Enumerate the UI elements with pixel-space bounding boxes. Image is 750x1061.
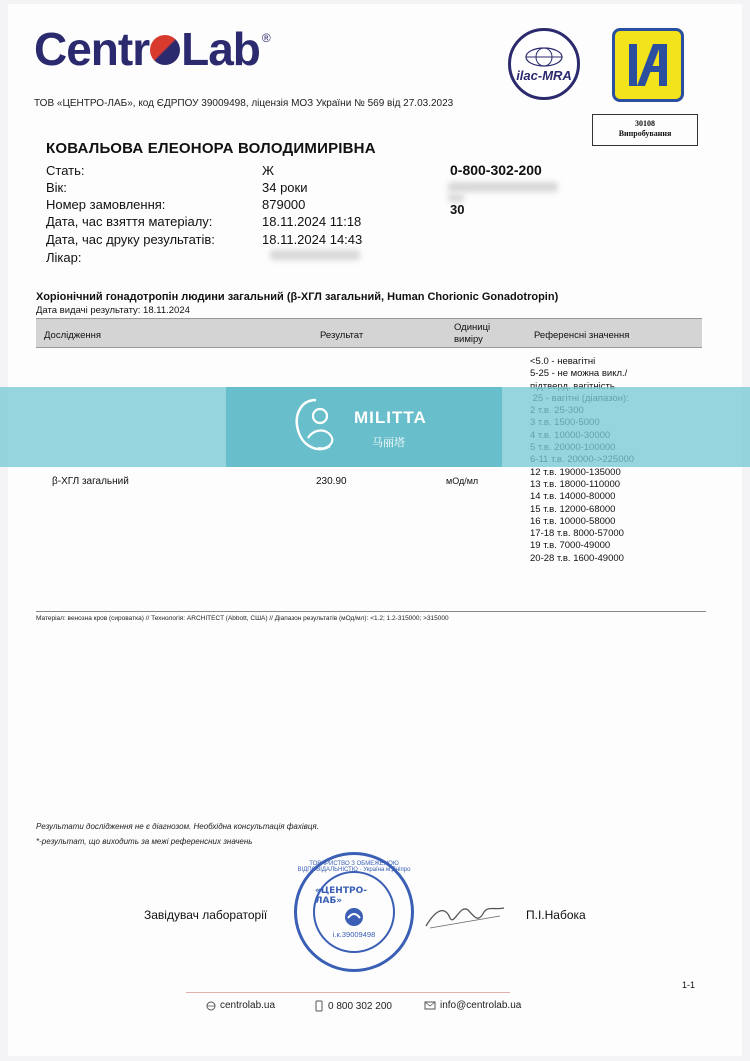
reference-line: 19 т.в. 7000-49000 — [530, 540, 611, 552]
ilac-text: ilac-MRA — [516, 67, 572, 83]
mail-icon — [424, 1001, 436, 1010]
disclaimer-diagnosis: Результати дослідження не є діагнозом. Необхідна консультація фахівця. — [36, 822, 319, 831]
extra-value: 30 — [450, 202, 465, 217]
signature-scribble — [420, 896, 510, 941]
watermark-title: MILITTA — [354, 408, 427, 427]
field-label-doctor: Лікар: — [46, 250, 82, 265]
issue-date: Дата видачі результату: 18.11.2024 — [36, 305, 190, 316]
field-value-age: 34 роки — [262, 180, 308, 195]
footer-email-text: info@centrolab.ua — [440, 1000, 522, 1011]
accreditation-cert-box — [592, 114, 698, 146]
signature-label: Завідувач лабораторії — [144, 908, 268, 922]
field-label-print-date: Дата, час друку результатів: — [46, 232, 215, 247]
signatory-name: П.І.Набока — [526, 908, 586, 922]
patient-name: КОВАЛЬОВА ЕЛЕОНОРА ВОЛОДИМИРІВНА — [46, 140, 376, 157]
mobile-phone-icon — [314, 1000, 324, 1012]
phone-number: 0-800-302-200 — [450, 162, 542, 178]
reference-line: 15 т.в. 12000-68000 — [530, 503, 616, 515]
disclaimer-reference: *-результат, що виходить за межі референсних значень — [36, 837, 253, 846]
stamp-ring-text: ТОВАРИСТВО З ОБМЕЖЕНОЮ ВІДПОВІДАЛЬНІСТЮ · Україна м.Дніпро — [297, 861, 411, 873]
footer-website-text: centrolab.ua — [220, 1000, 276, 1011]
field-value-sex: Ж — [262, 163, 275, 178]
stamp-number: і.к.39009498 — [332, 929, 376, 939]
reference-line: <5.0 - невагітні — [530, 356, 596, 367]
footer-phone — [314, 1000, 392, 1012]
col-reference: Референсні значення — [534, 330, 630, 341]
reference-line: 17-18 т.в. 8000-57000 — [530, 528, 624, 540]
col-units-2: виміру — [454, 334, 483, 345]
result-row-units: мОд/мл — [446, 476, 479, 486]
field-value-order: 879000 — [262, 197, 306, 212]
ilac-mra-seal — [508, 28, 580, 100]
footer-email — [424, 1000, 521, 1011]
registered-mark: ® — [261, 31, 270, 45]
reference-line: 5-25 - не можна викл./ — [530, 368, 628, 380]
handwritten-signature-icon — [420, 896, 510, 936]
company-stamp — [294, 852, 414, 972]
watermark-subtitle: 马丽塔 — [372, 437, 405, 449]
watermark-mother-icon — [286, 394, 346, 460]
stamp-emblem-icon — [343, 906, 365, 928]
result-row-name: β-ХГЛ загальний — [52, 476, 129, 487]
test-title: Хоріонічний гонадотропін людини загальний (β-ХГЛ загальний, Human Chorionic Gonadotropin) — [36, 291, 559, 303]
footer-phone-text: 0 800 302 200 — [328, 1000, 392, 1012]
globe-icon — [524, 46, 564, 68]
reference-line: 16 т.в. 10000-58000 — [530, 515, 616, 527]
col-study: Дослідження — [44, 330, 102, 341]
result-row-value: 230.90 — [316, 476, 347, 487]
results-table-header — [36, 318, 702, 348]
field-label-order: Номер замовлення: — [46, 197, 166, 212]
stamp-company-name: «ЦЕНТРО-ЛАБ» — [315, 885, 367, 906]
field-value-print-date: 18.11.2024 14:43 — [262, 232, 363, 247]
field-label-sample-date: Дата, час взяття матеріалу: — [46, 214, 213, 229]
logo-orb-icon — [150, 35, 180, 65]
redacted-area — [448, 194, 464, 202]
field-label-sex: Стать: — [46, 163, 85, 178]
cert-label: Випробування — [618, 129, 672, 139]
accreditation-mark-icon — [619, 36, 677, 94]
cert-number: 30108 — [635, 119, 655, 128]
reference-line: 12 т.в. 19000-135000 — [530, 466, 621, 478]
reference-line: 13 т.в. 18000-110000 — [530, 478, 621, 490]
page-number: 1-1 — [682, 980, 696, 990]
company-line: ТОВ «ЦЕНТРО-ЛАБ», код ЄДРПОУ 39009498, ліцензія МОЗ України № 569 від 27.03.2023 — [34, 98, 454, 109]
col-result: Результат — [320, 330, 364, 341]
centrolab-logo: Centr Lab ® — [34, 23, 270, 75]
reference-line: 20-28 т.в. 1600-49000 — [530, 552, 624, 564]
field-value-sample-date: 18.11.2024 11:18 — [262, 214, 362, 229]
col-units-1: Одиниці — [454, 322, 491, 333]
material-note: Матеріал: венозна кров (сироватка) // Технологія: ARCHITECT (Abbott, США) // Діапазон результатів (мОд/мл): <1.2; 1.2-315000; >315000 — [36, 611, 706, 622]
globe-icon — [206, 1001, 216, 1011]
footer-website — [206, 1000, 275, 1011]
field-label-age: Вік: — [46, 180, 67, 195]
reference-line: 14 т.в. 14000-80000 — [530, 491, 616, 503]
footer-divider — [186, 992, 510, 993]
redacted-area — [270, 250, 360, 260]
redacted-area — [448, 182, 558, 192]
ukraine-accreditation-logo — [612, 28, 684, 102]
